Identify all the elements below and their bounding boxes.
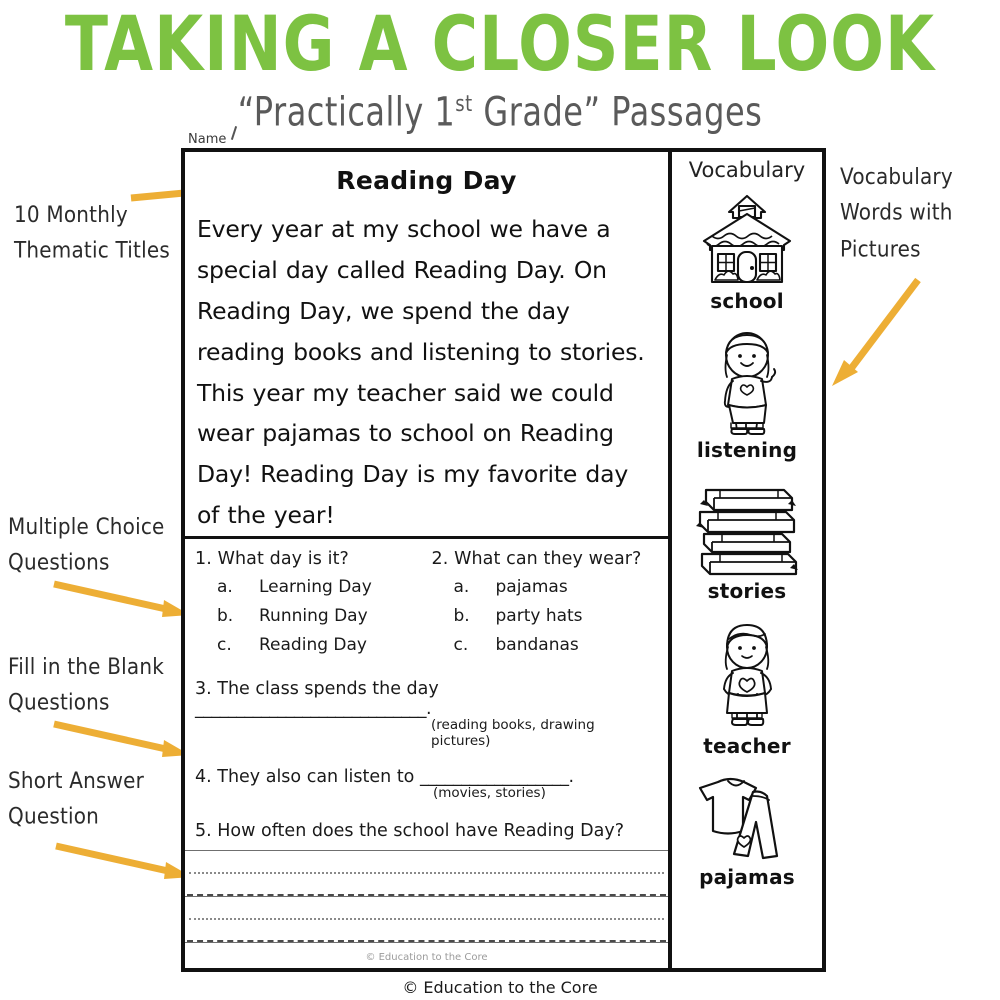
question-3-hint: (reading books, drawing pictures) [431, 716, 595, 749]
subtitle-pre: “Practically 1 [237, 88, 456, 136]
fill-blank-arrow [50, 718, 200, 764]
page-credit: © Education to the Core [365, 952, 488, 963]
vocabulary-item-teacher [699, 619, 795, 758]
question-4-hint: (movies, stories) [433, 784, 546, 801]
question-3-stem: 3. The class spends the day [195, 678, 439, 699]
girl-listening-icon [699, 329, 795, 437]
subtitle-ordinal: st [455, 90, 473, 118]
question-3-line [195, 679, 658, 719]
question-1-text: What day is it? [217, 549, 349, 569]
answer-line-2[interactable] [185, 896, 668, 942]
choice-1c-letter: c. [217, 635, 232, 656]
multiple-choice-row [195, 549, 658, 661]
worksheet-main-column [185, 152, 672, 968]
question-4-line [195, 767, 658, 787]
passage-body: Every year at my school we have a special day called Reading Day. On Reading Day, we spend the day reading books and listening to stories. This year my teacher said we could wear pajamas to school on Reading Day! Reading Day is my favorite day of the year! [197, 215, 645, 530]
vocabulary-item-listening [697, 329, 797, 462]
page-title: TAKING A CLOSER LOOK [64, 0, 936, 89]
choice-1b[interactable] [195, 602, 422, 631]
pajamas-icon [690, 772, 804, 864]
choice-1a[interactable] [195, 573, 422, 602]
teacher-icon [699, 619, 795, 733]
titles-callout: 10 Monthly Thematic Titles [14, 200, 170, 264]
answer-lines[interactable] [185, 850, 668, 942]
choice-2c-label: bandanas [495, 635, 579, 656]
choice-1c-label: Reading Day [259, 635, 367, 656]
choice-2a-label: pajamas [495, 577, 568, 597]
choice-1a-label: Learning Day [259, 577, 372, 597]
choice-1c[interactable] [195, 631, 422, 660]
answer-line-2-top [185, 896, 668, 897]
answer-line-1[interactable] [185, 850, 668, 896]
choice-1b-label: Running Day [259, 606, 368, 627]
question-4-stem: 4. They also can listen to [195, 766, 420, 787]
vocabulary-item-stories [688, 478, 806, 603]
question-3-blank[interactable]: ____________________________. [195, 698, 432, 719]
book-stack-icon [688, 478, 806, 578]
short-answer-arrow [52, 840, 202, 886]
vocabulary-word-teacher: teacher [703, 734, 791, 758]
choice-2a[interactable] [432, 573, 659, 602]
vocabulary-column [672, 152, 822, 968]
choice-1a-letter: a. [217, 577, 233, 597]
fill-blank-callout: Fill in the Blank Questions [8, 652, 165, 716]
page-subtitle [0, 88, 1000, 136]
name-label: Name [188, 132, 227, 147]
question-4-blank[interactable]: __________________. [419, 766, 574, 787]
vocabulary-word-school: school [710, 289, 784, 313]
bottom-credit: © Education to the Core [402, 978, 598, 997]
schoolhouse-icon [688, 184, 806, 288]
short-answer-callout: Short Answer Question [8, 766, 145, 830]
choice-2b[interactable] [432, 602, 659, 631]
question-3 [195, 679, 658, 749]
question-2-stem [432, 549, 659, 569]
question-1-stem [195, 549, 422, 569]
vocabulary-heading: Vocabulary [688, 158, 806, 182]
question-2-number: 2. [431, 549, 449, 569]
question-2-choices [432, 573, 659, 661]
question-2-text: What can they wear? [454, 549, 642, 569]
choice-2c-letter: c. [453, 635, 469, 656]
answer-line-2-close [185, 942, 668, 943]
vocabulary-item-pajamas [690, 772, 804, 889]
vocabulary-word-pajamas: pajamas [699, 865, 795, 889]
multiple-choice-arrow [50, 578, 200, 624]
answer-line-1-top [185, 850, 668, 851]
passage-title: Reading Day [336, 166, 517, 195]
vocabulary-word-stories: stories [707, 579, 787, 603]
worksheet-page [181, 148, 826, 972]
choice-2b-letter: b. [453, 606, 470, 627]
vocabulary-callout: Vocabulary Words with Pictures [840, 162, 953, 262]
question-4 [195, 767, 658, 801]
passage-box [185, 152, 668, 539]
question-1-number: 1. [195, 549, 212, 569]
subtitle-post: Grade” Passages [472, 88, 763, 136]
choice-2c[interactable] [432, 631, 659, 660]
answer-line-2-mid [189, 918, 664, 920]
question-1-choices [195, 573, 422, 661]
question-5-stem: 5. How often does the school have Reading Day? [195, 820, 624, 841]
multiple-choice-callout: Multiple Choice Questions [8, 512, 165, 576]
vocabulary-word-listening: listening [696, 438, 798, 462]
choice-2a-letter: a. [453, 577, 470, 597]
vocabulary-item-school [688, 184, 806, 313]
choice-1b-letter: b. [217, 606, 234, 627]
choice-2b-label: party hats [495, 606, 583, 627]
answer-line-1-mid [189, 872, 664, 874]
question-2 [432, 549, 659, 661]
questions-box [185, 539, 668, 968]
vocabulary-arrow [820, 272, 940, 392]
question-1 [195, 549, 422, 661]
